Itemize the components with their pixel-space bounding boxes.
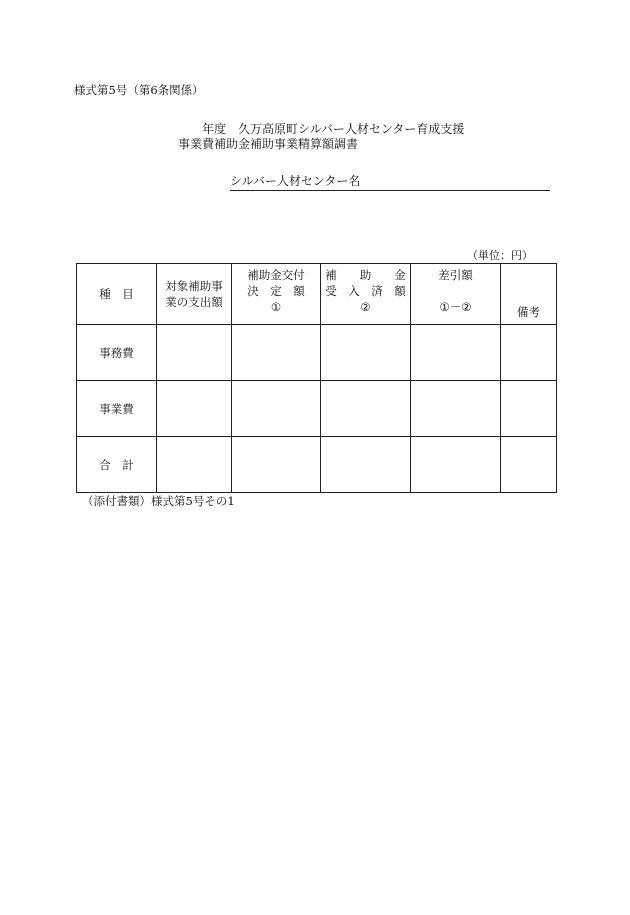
row-label: 事務費 bbox=[77, 325, 157, 381]
row-label: 事業費 bbox=[77, 381, 157, 437]
cell-expense[interactable] bbox=[157, 381, 232, 437]
header-received-line2: 受 入 済 額 bbox=[325, 284, 406, 298]
header-item: 種 目 bbox=[77, 264, 157, 325]
cell-decided[interactable] bbox=[232, 437, 321, 493]
document-title-line2: 事業費補助金補助事業精算額調書 bbox=[178, 137, 359, 151]
header-difference bbox=[411, 264, 501, 325]
settlement-table bbox=[76, 263, 557, 493]
attachment-note: （添付書類）様式第5号その1 bbox=[82, 494, 235, 508]
cell-remarks[interactable] bbox=[501, 325, 557, 381]
form-number: 様式第5号（第6条関係） bbox=[74, 83, 204, 97]
header-decided-line3: ① bbox=[270, 300, 282, 314]
header-received bbox=[321, 264, 411, 325]
cell-expense[interactable] bbox=[157, 437, 232, 493]
cell-received[interactable] bbox=[321, 437, 411, 493]
header-expense-line2: 業の支出額 bbox=[165, 295, 223, 309]
header-difference-line2: ①－② bbox=[439, 300, 472, 314]
header-received-line1: 補 助 金 bbox=[325, 268, 406, 282]
cell-expense[interactable] bbox=[157, 325, 232, 381]
header-decided bbox=[232, 264, 321, 325]
cell-difference[interactable] bbox=[411, 437, 501, 493]
table-header-row bbox=[77, 264, 557, 325]
header-expense bbox=[157, 264, 232, 325]
cell-received[interactable] bbox=[321, 325, 411, 381]
header-expense-line1: 対象補助事 bbox=[165, 279, 223, 293]
cell-decided[interactable] bbox=[232, 325, 321, 381]
header-received-line3: ② bbox=[360, 300, 371, 314]
header-decided-line2: 決 定 額 bbox=[247, 284, 305, 298]
table-row bbox=[77, 437, 557, 493]
row-label: 合 計 bbox=[77, 437, 157, 493]
cell-difference[interactable] bbox=[411, 381, 501, 437]
header-remarks: 備考 bbox=[501, 264, 557, 325]
cell-difference[interactable] bbox=[411, 325, 501, 381]
cell-remarks[interactable] bbox=[501, 381, 557, 437]
table-row bbox=[77, 381, 557, 437]
header-decided-line1: 補助金交付 bbox=[247, 268, 305, 282]
table-row bbox=[77, 325, 557, 381]
document-title-line1: 年度 久万高原町シルバー人材センター育成支援 bbox=[202, 122, 465, 136]
org-name-field[interactable]: シルバー人材センター名 bbox=[230, 172, 550, 191]
cell-decided[interactable] bbox=[232, 381, 321, 437]
unit-label: （単位：円） bbox=[467, 249, 533, 262]
cell-received[interactable] bbox=[321, 381, 411, 437]
cell-remarks[interactable] bbox=[501, 437, 557, 493]
header-difference-line1: 差引額 bbox=[438, 268, 473, 282]
